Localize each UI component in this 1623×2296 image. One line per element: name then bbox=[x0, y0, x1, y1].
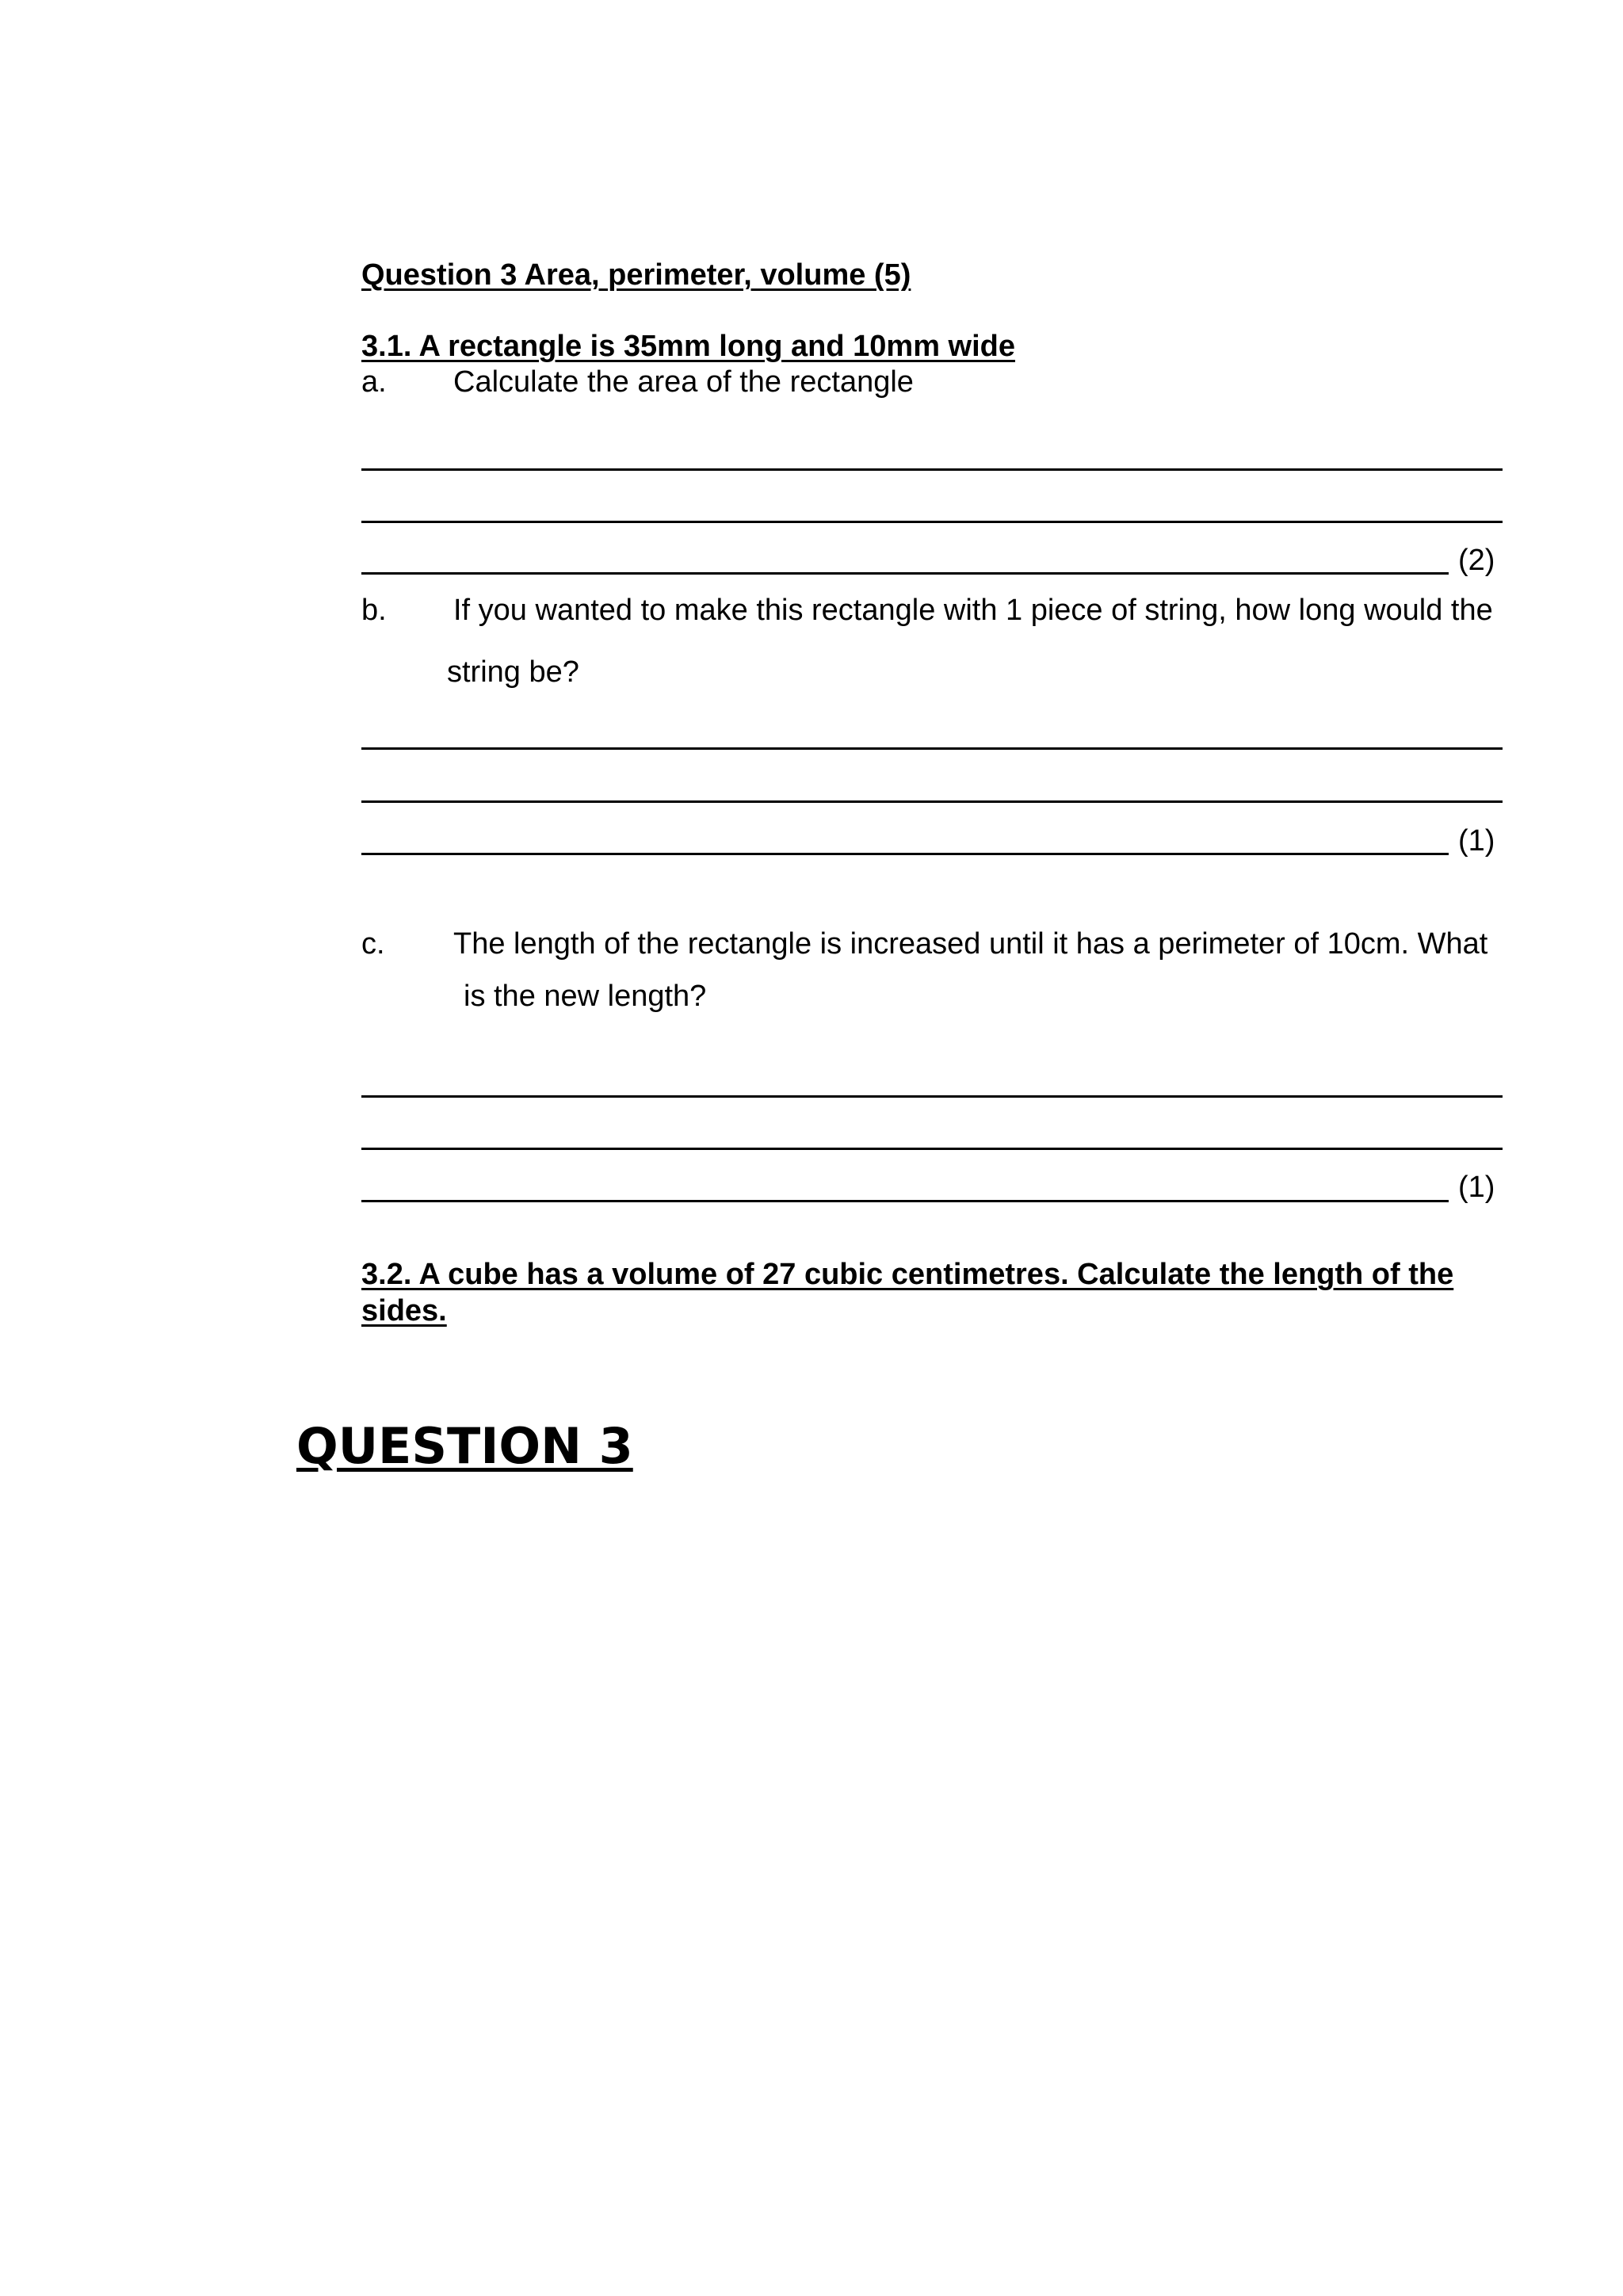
answer-line-a-2[interactable] bbox=[361, 521, 1503, 523]
part-a-label: a. bbox=[361, 365, 387, 399]
part-b-marks: (1) bbox=[1458, 824, 1495, 858]
section-3-1-heading: 3.1. A rectangle is 35mm long and 10mm wide bbox=[361, 330, 1016, 363]
part-c-label: c. bbox=[361, 927, 385, 961]
answer-line-b-1[interactable] bbox=[361, 747, 1503, 750]
part-c-text-line-2: is the new length? bbox=[464, 980, 707, 1013]
part-c-marks: (1) bbox=[1458, 1171, 1495, 1204]
answer-line-a-1[interactable] bbox=[361, 468, 1503, 471]
section-3-2-heading-line-1: 3.2. A cube has a volume of 27 cubic centimetres. Calculate the length of the bbox=[361, 1258, 1454, 1291]
answer-line-c-1[interactable] bbox=[361, 1095, 1503, 1098]
part-b-text-line-2: string be? bbox=[447, 655, 579, 689]
section-3-2-heading-line-2: sides. bbox=[361, 1294, 447, 1328]
part-a-text: Calculate the area of the rectangle bbox=[453, 365, 914, 399]
answer-line-c-2[interactable] bbox=[361, 1148, 1503, 1150]
answer-line-b-2[interactable] bbox=[361, 800, 1503, 803]
question-3-big-title: QUESTION 3 bbox=[296, 1417, 633, 1475]
part-a-marks: (2) bbox=[1458, 544, 1495, 577]
answer-line-b-3[interactable] bbox=[361, 853, 1449, 855]
answer-line-c-3[interactable] bbox=[361, 1200, 1449, 1202]
part-c-text-line-1: The length of the rectangle is increased until it has a perimeter of 10cm. What bbox=[453, 927, 1488, 961]
answer-line-a-3[interactable] bbox=[361, 572, 1449, 575]
part-b-text-line-1: If you wanted to make this rectangle with 1 piece of string, how long would the bbox=[453, 594, 1493, 627]
part-b-label: b. bbox=[361, 594, 387, 627]
question-title: Question 3 Area, perimeter, volume (5) bbox=[361, 258, 911, 292]
